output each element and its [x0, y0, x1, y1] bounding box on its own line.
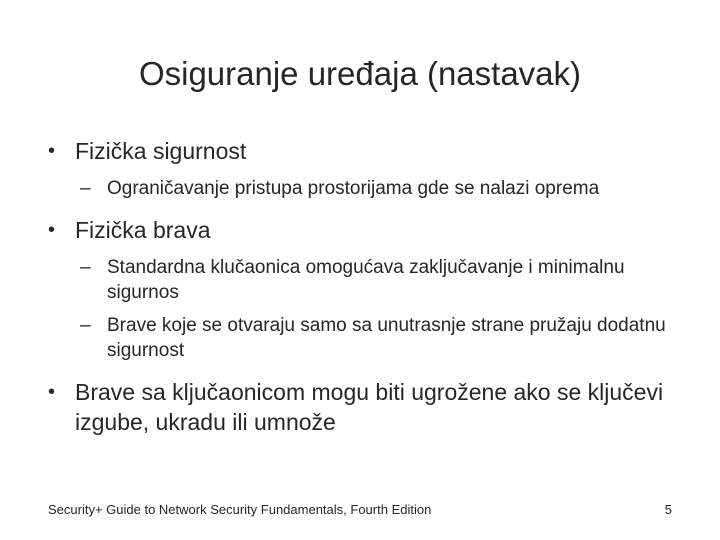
dash-icon: – [80, 315, 91, 336]
bullet-text: Fizička brava [75, 217, 211, 243]
slide-title: Osiguranje uređaja (nastavak) [138, 55, 582, 92]
dash-icon: – [80, 257, 91, 278]
page-number: 5 [664, 502, 672, 517]
sub-bullet-item [48, 176, 667, 201]
slide-footer: Security+ Guide to Network Security Fundamentals, Fourth Edition [48, 502, 432, 517]
bullet-dot-icon: • [48, 140, 56, 162]
sub-bullet-text: Ograničavanje pristupa prostorijama gde se nalazi oprema [107, 178, 600, 199]
dash-icon: – [80, 178, 91, 199]
sub-bullet-text: Brave koje se otvaraju samo sa unutrasnje strane pružaju dodatnu sigurnost [107, 315, 666, 361]
bullet-dot-icon: • [48, 219, 56, 241]
bullet-text: Brave sa ključaonicom mogu biti ugrožene ako se ključevi izgube, ukradu ili umnože [75, 379, 664, 435]
bullet-text: Fizička sigurnost [75, 138, 247, 164]
sub-bullet-item [48, 313, 677, 363]
bullet-item [48, 136, 668, 166]
sub-bullet-text: Standardna klučaonica omogućava zaključavanje i minimalnu sigurnos [107, 257, 625, 303]
bullet-item [48, 215, 668, 245]
sub-bullet-item [48, 255, 677, 305]
bullet-item [48, 377, 665, 437]
bullet-dot-icon: • [48, 381, 56, 403]
bullet-list [48, 136, 668, 437]
